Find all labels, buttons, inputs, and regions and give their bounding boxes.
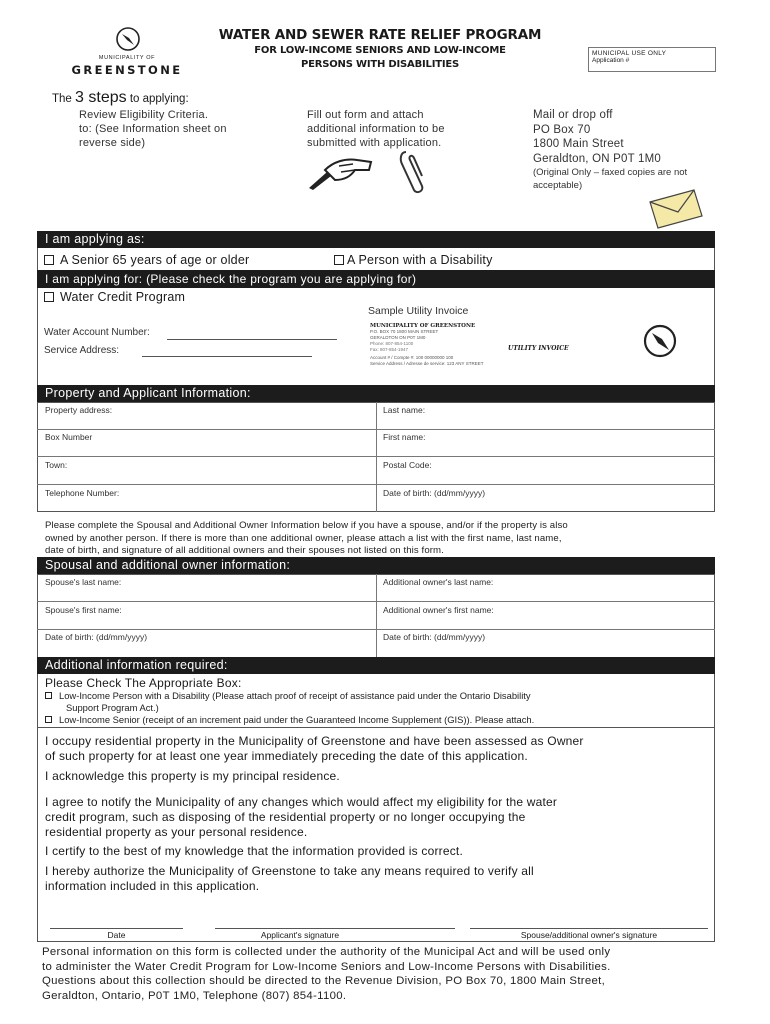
- postal-code-field[interactable]: Postal Code:: [383, 460, 432, 470]
- compass-logo-icon: [115, 26, 141, 52]
- owner-dob-field[interactable]: Date of birth: (dd/mm/yyyy): [383, 632, 486, 642]
- disability-checkbox[interactable]: [334, 255, 344, 265]
- spousal-note: Please complete the Spousal and Additional Owner Information below if you have a spouse, and/or if the property is also owned by another person. If there is more than one additional owner, please attach a list with the first name, last name, date of birth, and signature of all additional owners and their spouses not listed on this form.: [45, 520, 568, 556]
- declaration-certify: I certify to the best of my knowledge that the information provided is correct.: [45, 844, 463, 858]
- form-subtitle-1: FOR LOW-INCOME SENIORS AND LOW-INCOME: [254, 45, 506, 56]
- applying-as-header: I am applying as:: [37, 231, 715, 248]
- spouse-first-name-field[interactable]: Spouse's first name:: [45, 605, 122, 615]
- water-account-label: Water Account Number:: [44, 327, 150, 338]
- water-account-field[interactable]: [167, 339, 337, 340]
- box-number-field[interactable]: Box Number: [45, 432, 93, 442]
- invoice-org: MUNICIPALITY OF GREENSTONE: [370, 323, 476, 329]
- property-header: Property and Applicant Information:: [37, 385, 715, 402]
- disability-option[interactable]: A Person with a Disability: [334, 253, 493, 267]
- invoice-line: Service Address / Adresse de service: 123 ANY STREET: [370, 361, 484, 366]
- date-of-birth-field[interactable]: Date of birth: (dd/mm/yyyy): [383, 488, 486, 498]
- declaration-occupy: I occupy residential property in the Municipality of Greenstone and have been assessed as Owner of such property for at least one year immediately preceding the date of this application.: [45, 734, 584, 763]
- senior-gis-option[interactable]: Low-Income Senior (receipt of an increment paid under the Guaranteed Income Supplement (GIS)). Please attach.: [45, 714, 534, 726]
- town-field[interactable]: Town:: [45, 460, 68, 470]
- date-label: Date: [107, 930, 126, 940]
- invoice-label: UTILITY INVOICE: [508, 345, 569, 352]
- declaration-notify: I agree to notify the Municipality of any changes which would affect my eligibility for the water credit program, such as disposing of the residential property or no longer occupying the residential property as your personal residence.: [45, 795, 558, 839]
- logo-name: GREENSTONE: [71, 63, 183, 77]
- property-address-field[interactable]: Property address:: [45, 405, 113, 415]
- water-credit-option[interactable]: Water Credit Program: [44, 290, 185, 304]
- invoice-caption: Sample Utility Invoice: [368, 305, 469, 317]
- owner-last-name-field[interactable]: Additional owner's last name:: [383, 577, 494, 587]
- senior-checkbox[interactable]: [44, 255, 54, 265]
- last-name-field[interactable]: Last name:: [383, 405, 426, 415]
- municipal-use-label: MUNICIPAL USE ONLY: [592, 50, 667, 57]
- date-signature-line[interactable]: [50, 928, 183, 929]
- declaration-residence: I acknowledge this property is my principal residence.: [45, 769, 340, 783]
- service-address-label: Service Address:: [44, 345, 120, 356]
- spouse-signature-label: Spouse/additional owner's signature: [520, 930, 658, 940]
- invoice-line: P.O. BOX 70 1800 MAIN STREET: [370, 329, 439, 334]
- step-3-text: Mail or drop off PO Box 70 1800 Main Street Geraldton, ON P0T 1M0: [533, 109, 661, 165]
- form-subtitle-2: PERSONS WITH DISABILITIES: [300, 59, 459, 70]
- envelope-icon: [644, 188, 706, 230]
- spouse-signature-line[interactable]: [470, 928, 708, 929]
- steps-count: 3 steps: [75, 89, 127, 106]
- first-name-field[interactable]: First name:: [383, 432, 426, 442]
- paperclip-icon: [396, 148, 428, 196]
- spousal-header: Spousal and additional owner information:: [37, 557, 715, 574]
- municipality-logo: [62, 26, 192, 81]
- form-title: WATER AND SEWER RATE RELIEF PROGRAM: [218, 27, 542, 43]
- invoice-line: Account # / Compte #: 100 00000000 100: [370, 355, 454, 360]
- telephone-field[interactable]: Telephone Number:: [45, 488, 120, 498]
- sample-invoice: [370, 323, 690, 375]
- privacy-footer: Personal information on this form is collected under the authority of the Municipal Act and will be used only to administer the Water Credit Program for Low-Income Seniors and Low-Income Persons with Disabilities. Questions about this collection should be directed to the Revenue Division, PO Box 70, 1800 Main Street, Geraldton, Ontario, P0T 1M0, Telephone (807) 854-1100.: [42, 946, 611, 1002]
- disability-proof-checkbox[interactable]: [45, 692, 52, 699]
- senior-option[interactable]: A Senior 65 years of age or older: [44, 253, 249, 267]
- owner-first-name-field[interactable]: Additional owner's first name:: [383, 605, 494, 615]
- applicant-signature-label: Applicant's signature: [260, 930, 340, 940]
- service-address-field[interactable]: [142, 356, 312, 357]
- invoice-compass-icon: [642, 323, 678, 359]
- declaration-authorize: I hereby authorize the Municipality of Greenstone to take any means required to verify all information included in this application.: [45, 864, 534, 893]
- spouse-last-name-field[interactable]: Spouse's last name:: [45, 577, 122, 587]
- spouse-dob-field[interactable]: Date of birth: (dd/mm/yyyy): [45, 632, 148, 642]
- invoice-line: GERALDTON ON P0T 1M0: [370, 335, 426, 340]
- application-number-label: Application #: [592, 57, 630, 64]
- senior-gis-checkbox[interactable]: [45, 716, 52, 723]
- step-1-text: Review Eligibility Criteria. to: (See Information sheet on reverse side): [79, 109, 227, 149]
- applicant-signature-line[interactable]: [215, 928, 455, 929]
- water-credit-checkbox[interactable]: [44, 292, 54, 302]
- steps-intro: The 3 steps to applying:: [52, 89, 189, 106]
- hand-writing-icon: [305, 150, 375, 192]
- disability-proof-continued: Support Program Act.): [66, 702, 159, 713]
- logo-top-text: MUNICIPALITY OF: [98, 55, 156, 61]
- additional-header: Additional information required:: [37, 657, 715, 674]
- step-3-note: (Original Only – faxed copies are not acceptable): [533, 167, 688, 191]
- invoice-line: Phone: 807-854-1100: [370, 341, 414, 346]
- step-2-text: Fill out form and attach additional information to be submitted with application.: [307, 109, 445, 149]
- municipal-use-box: [588, 47, 716, 72]
- disability-proof-option[interactable]: Low-Income Person with a Disability (Please attach proof of receipt of assistance paid under the Ontario Disability: [45, 690, 531, 702]
- applying-for-header: I am applying for: (Please check the program you are applying for): [37, 270, 715, 288]
- check-title: Please Check The Appropriate Box:: [45, 676, 242, 690]
- invoice-line: Fax: 807-854-1947: [370, 347, 409, 352]
